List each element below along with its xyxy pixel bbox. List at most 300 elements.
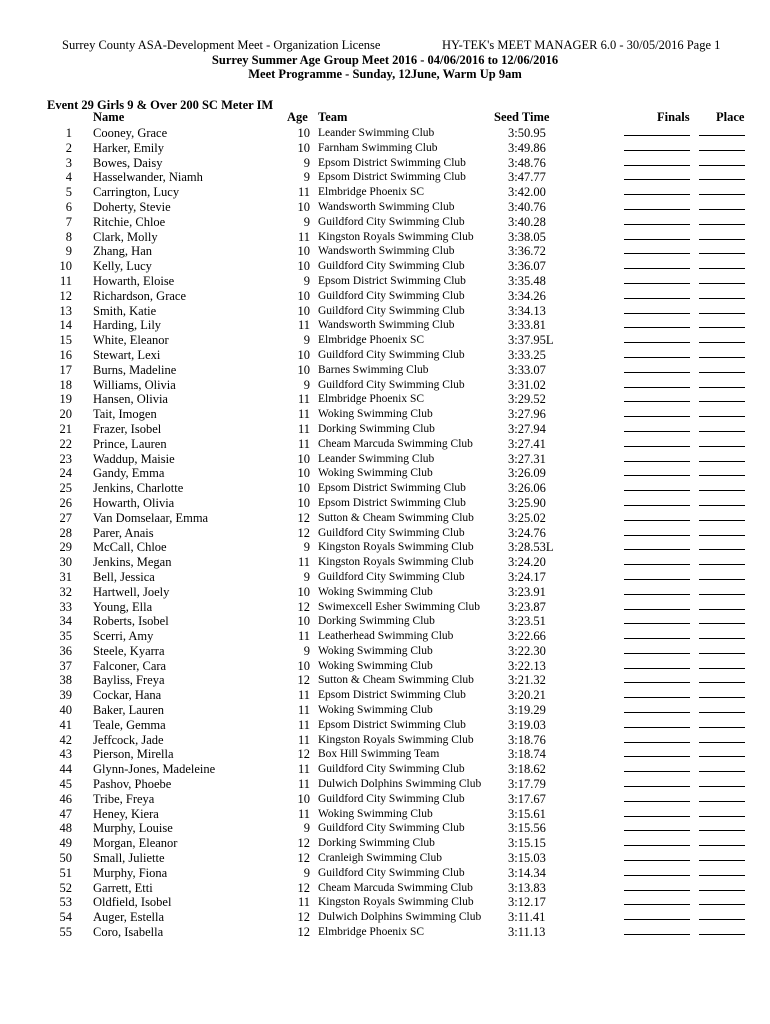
seed-time: 3:37.95L xyxy=(508,333,554,348)
swimmer-age: 12 xyxy=(297,925,310,940)
finals-blank-line xyxy=(624,866,690,876)
team-name: Guildford City Swimming Club xyxy=(318,378,465,391)
swimmer-age: 11 xyxy=(297,717,310,732)
table-row xyxy=(0,333,770,348)
place-blank-line xyxy=(699,910,745,920)
entry-number: 44 xyxy=(59,762,72,777)
swimmer-age: 9 xyxy=(303,273,310,288)
team-name: Dulwich Dolphins Swimming Club xyxy=(318,778,482,791)
swimmer-age: 11 xyxy=(297,732,310,747)
seed-time: 3:26.06 xyxy=(508,481,546,496)
place-blank-line xyxy=(699,437,745,447)
finals-blank-line xyxy=(624,585,690,595)
swimmer-name: Auger, Estella xyxy=(93,910,165,925)
entry-number: 24 xyxy=(59,466,72,481)
team-name: Kingston Royals Swimming Club xyxy=(318,230,474,243)
finals-blank-line xyxy=(624,673,690,683)
finals-blank-line xyxy=(624,511,690,521)
table-row xyxy=(0,215,770,230)
finals-blank-line xyxy=(624,777,690,787)
finals-blank-line xyxy=(624,170,690,180)
team-name: Guildford City Swimming Club xyxy=(318,792,465,805)
column-header-finals: Finals xyxy=(657,110,690,124)
entry-number: 20 xyxy=(59,407,72,422)
swimmer-name: Richardson, Grace xyxy=(93,288,187,303)
team-name: Leander Swimming Club xyxy=(318,452,435,465)
table-row xyxy=(0,230,770,245)
entry-number: 40 xyxy=(59,703,72,718)
swimmer-name: Prince, Lauren xyxy=(93,436,167,451)
seed-time: 3:23.87 xyxy=(508,599,546,614)
place-blank-line xyxy=(699,200,745,210)
entry-number: 42 xyxy=(59,732,72,747)
team-name: Dorking Swimming Club xyxy=(318,837,435,850)
entry-number: 52 xyxy=(59,880,72,895)
place-blank-line xyxy=(699,555,745,565)
table-row xyxy=(0,600,770,615)
team-name: Leatherhead Swimming Club xyxy=(318,630,454,643)
finals-blank-line xyxy=(624,126,690,136)
swimmer-age: 12 xyxy=(297,525,310,540)
seed-time: 3:27.94 xyxy=(508,421,546,436)
finals-blank-line xyxy=(624,185,690,195)
column-header-name: Name xyxy=(93,110,125,124)
seed-time: 3:40.76 xyxy=(508,199,546,214)
table-row xyxy=(0,466,770,481)
place-blank-line xyxy=(699,126,745,136)
table-row xyxy=(0,925,770,940)
team-name: Guildford City Swimming Club xyxy=(318,570,465,583)
place-blank-line xyxy=(699,452,745,462)
table-row xyxy=(0,851,770,866)
swimmer-age: 11 xyxy=(297,229,310,244)
place-blank-line xyxy=(699,156,745,166)
table-row xyxy=(0,659,770,674)
entry-number: 50 xyxy=(59,851,72,866)
swimmer-name: Young, Ella xyxy=(93,599,153,614)
place-blank-line xyxy=(699,481,745,491)
swimmer-age: 11 xyxy=(297,895,310,910)
place-blank-line xyxy=(699,659,745,669)
column-header-team: Team xyxy=(318,110,348,124)
table-row xyxy=(0,289,770,304)
finals-blank-line xyxy=(624,895,690,905)
swimmer-age: 10 xyxy=(297,244,310,259)
seed-time: 3:34.26 xyxy=(508,288,546,303)
entry-number: 26 xyxy=(59,495,72,510)
team-name: Cheam Marcuda Swimming Club xyxy=(318,881,473,894)
swimmer-age: 9 xyxy=(303,377,310,392)
table-row xyxy=(0,673,770,688)
place-blank-line xyxy=(699,777,745,787)
column-header-seed-time: Seed Time xyxy=(494,110,550,124)
swimmer-name: Teale, Gemma xyxy=(93,717,166,732)
seed-time: 3:14.34 xyxy=(508,865,546,880)
swimmer-age: 12 xyxy=(297,851,310,866)
team-name: Leander Swimming Club xyxy=(318,127,435,139)
place-blank-line xyxy=(699,585,745,595)
swimmer-age: 11 xyxy=(297,318,310,333)
place-blank-line xyxy=(699,644,745,654)
seed-time: 3:19.29 xyxy=(508,703,546,718)
swimmer-age: 10 xyxy=(297,481,310,496)
table-row xyxy=(0,511,770,526)
seed-time: 3:49.86 xyxy=(508,140,546,155)
seed-time: 3:50.95 xyxy=(508,126,546,140)
seed-time: 3:48.76 xyxy=(508,155,546,170)
seed-time: 3:38.05 xyxy=(508,229,546,244)
finals-blank-line xyxy=(624,215,690,225)
place-blank-line xyxy=(699,673,745,683)
team-name: Elmbridge Phoenix SC xyxy=(318,393,425,406)
seed-time: 3:27.31 xyxy=(508,451,546,466)
swimmer-name: Tait, Imogen xyxy=(93,407,157,422)
team-name: Woking Swimming Club xyxy=(318,659,433,672)
swimmer-name: Doherty, Stevie xyxy=(93,199,171,214)
team-name: Guildford City Swimming Club xyxy=(318,866,465,879)
seed-time: 3:18.62 xyxy=(508,762,546,777)
place-blank-line xyxy=(699,466,745,476)
finals-blank-line xyxy=(624,318,690,328)
swimmer-name: Kelly, Lucy xyxy=(93,259,152,274)
place-blank-line xyxy=(699,703,745,713)
table-row xyxy=(0,274,770,289)
seed-time: 3:15.03 xyxy=(508,851,546,866)
seed-time: 3:17.79 xyxy=(508,777,546,792)
entry-number: 22 xyxy=(59,436,72,451)
table-row xyxy=(0,170,770,185)
finals-blank-line xyxy=(624,422,690,432)
entry-number: 6 xyxy=(65,199,72,214)
table-row xyxy=(0,881,770,896)
team-name: Epsom District Swimming Club xyxy=(318,156,466,169)
swimmer-age: 11 xyxy=(297,436,310,451)
place-blank-line xyxy=(699,747,745,757)
seed-time: 3:21.32 xyxy=(508,673,546,688)
place-blank-line xyxy=(699,881,745,891)
swimmer-name: Burns, Madeline xyxy=(93,362,177,377)
entry-number: 29 xyxy=(59,540,72,555)
swimmer-age: 11 xyxy=(297,777,310,792)
entry-number: 43 xyxy=(59,747,72,762)
swimmer-name: Howarth, Olivia xyxy=(93,495,175,510)
place-blank-line xyxy=(699,274,745,284)
entry-number: 36 xyxy=(59,643,72,658)
table-row xyxy=(0,318,770,333)
finals-blank-line xyxy=(624,925,690,935)
place-blank-line xyxy=(699,318,745,328)
table-row xyxy=(0,733,770,748)
place-blank-line xyxy=(699,244,745,254)
seed-time: 3:33.25 xyxy=(508,347,546,362)
swimmer-age: 11 xyxy=(297,185,310,200)
swimmer-name: Frazer, Isobel xyxy=(93,421,162,436)
seed-time: 3:15.15 xyxy=(508,836,546,851)
entry-number: 47 xyxy=(59,806,72,821)
table-row xyxy=(0,629,770,644)
team-name: Kingston Royals Swimming Club xyxy=(318,556,474,569)
place-blank-line xyxy=(699,363,745,373)
entry-number: 5 xyxy=(65,185,72,200)
swimmer-name: Falconer, Cara xyxy=(93,658,167,673)
team-name: Wandsworth Swimming Club xyxy=(318,319,455,332)
team-name: Epsom District Swimming Club xyxy=(318,482,466,495)
entry-number: 46 xyxy=(59,791,72,806)
team-name: Epsom District Swimming Club xyxy=(318,718,466,731)
seed-time: 3:19.03 xyxy=(508,717,546,732)
entry-number: 25 xyxy=(59,481,72,496)
swimmer-age: 11 xyxy=(297,703,310,718)
swimmer-age: 10 xyxy=(297,259,310,274)
entry-number: 37 xyxy=(59,658,72,673)
finals-blank-line xyxy=(624,747,690,757)
team-name: Woking Swimming Club xyxy=(318,644,433,657)
swimmer-age: 9 xyxy=(303,865,310,880)
entry-number: 2 xyxy=(65,140,72,155)
place-blank-line xyxy=(699,215,745,225)
place-blank-line xyxy=(699,540,745,550)
finals-blank-line xyxy=(624,378,690,388)
seed-time: 3:13.83 xyxy=(508,880,546,895)
entry-number: 17 xyxy=(59,362,72,377)
team-name: Guildford City Swimming Club xyxy=(318,526,465,539)
finals-blank-line xyxy=(624,496,690,506)
license-header: Surrey County ASA-Development Meet - Organization License xyxy=(62,38,381,52)
swimmer-age: 10 xyxy=(297,362,310,377)
swimmer-name: Gandy, Emma xyxy=(93,466,165,481)
table-row xyxy=(0,570,770,585)
finals-blank-line xyxy=(624,688,690,698)
team-name: Woking Swimming Club xyxy=(318,408,433,421)
swimmer-age: 12 xyxy=(297,880,310,895)
team-name: Sutton & Cheam Swimming Club xyxy=(318,674,474,687)
swimmer-age: 10 xyxy=(297,791,310,806)
swimmer-name: Pashov, Phoebe xyxy=(93,777,172,792)
finals-blank-line xyxy=(624,289,690,299)
seed-time: 3:18.76 xyxy=(508,732,546,747)
swimmer-name: Garrett, Etti xyxy=(93,880,153,895)
place-blank-line xyxy=(699,378,745,388)
column-header-age: Age xyxy=(287,110,308,124)
seed-time: 3:24.17 xyxy=(508,569,546,584)
table-row xyxy=(0,718,770,733)
finals-blank-line xyxy=(624,540,690,550)
seed-time: 3:42.00 xyxy=(508,185,546,200)
finals-blank-line xyxy=(624,407,690,417)
swimmer-name: Waddup, Maisie xyxy=(93,451,175,466)
table-row xyxy=(0,614,770,629)
entry-number: 41 xyxy=(59,717,72,732)
event-heading: Event 29 Girls 9 & Over 200 SC Meter IM xyxy=(47,98,274,112)
finals-blank-line xyxy=(624,600,690,610)
finals-blank-line xyxy=(624,807,690,817)
finals-blank-line xyxy=(624,659,690,669)
swimmer-name: Hasselwander, Niamh xyxy=(93,170,203,185)
table-row xyxy=(0,363,770,378)
swimmer-age: 11 xyxy=(297,806,310,821)
entry-number: 15 xyxy=(59,333,72,348)
place-blank-line xyxy=(699,600,745,610)
table-row xyxy=(0,496,770,511)
place-blank-line xyxy=(699,141,745,151)
seed-time: 3:25.02 xyxy=(508,510,546,525)
place-blank-line xyxy=(699,895,745,905)
swimmer-name: Carrington, Lucy xyxy=(93,185,180,200)
seed-time: 3:47.77 xyxy=(508,170,546,185)
swimmer-age: 12 xyxy=(297,836,310,851)
team-name: Woking Swimming Club xyxy=(318,467,433,480)
team-name: Epsom District Swimming Club xyxy=(318,496,466,509)
seed-time: 3:36.07 xyxy=(508,259,546,274)
finals-blank-line xyxy=(624,851,690,861)
table-row xyxy=(0,555,770,570)
entry-number: 34 xyxy=(59,614,72,629)
swimmer-age: 9 xyxy=(303,333,310,348)
team-name: Dorking Swimming Club xyxy=(318,615,435,628)
table-row xyxy=(0,259,770,274)
swimmer-name: Van Domselaar, Emma xyxy=(93,510,209,525)
swimmer-age: 10 xyxy=(297,614,310,629)
swimmer-name: Scerri, Amy xyxy=(93,629,154,644)
place-blank-line xyxy=(699,407,745,417)
entry-number: 12 xyxy=(59,288,72,303)
place-blank-line xyxy=(699,392,745,402)
team-name: Guildford City Swimming Club xyxy=(318,348,465,361)
seed-time: 3:36.72 xyxy=(508,244,546,259)
swimmer-age: 12 xyxy=(297,747,310,762)
swimmer-name: Parer, Anais xyxy=(93,525,154,540)
entry-number: 28 xyxy=(59,525,72,540)
finals-blank-line xyxy=(624,452,690,462)
table-row xyxy=(0,777,770,792)
table-row xyxy=(0,585,770,600)
swimmer-age: 9 xyxy=(303,540,310,555)
table-row xyxy=(0,866,770,881)
place-blank-line xyxy=(699,333,745,343)
team-name: Guildford City Swimming Club xyxy=(318,289,465,302)
table-row xyxy=(0,304,770,319)
swimmer-name: Hansen, Olivia xyxy=(93,392,168,407)
entry-number: 49 xyxy=(59,836,72,851)
swimmer-age: 10 xyxy=(297,658,310,673)
team-name: Kingston Royals Swimming Club xyxy=(318,896,474,909)
table-row xyxy=(0,792,770,807)
swimmer-age: 12 xyxy=(297,910,310,925)
finals-blank-line xyxy=(624,392,690,402)
entry-number: 1 xyxy=(65,126,72,140)
swimmer-name: Tribe, Freya xyxy=(93,791,155,806)
seed-time: 3:24.20 xyxy=(508,555,546,570)
team-name: Epsom District Swimming Club xyxy=(318,689,466,702)
swimmer-age: 9 xyxy=(303,643,310,658)
table-row xyxy=(0,836,770,851)
column-header-place: Place xyxy=(716,110,745,124)
team-name: Kingston Royals Swimming Club xyxy=(318,733,474,746)
table-row xyxy=(0,437,770,452)
seed-time: 3:31.02 xyxy=(508,377,546,392)
swimmer-age: 10 xyxy=(297,303,310,318)
place-blank-line xyxy=(699,348,745,358)
team-name: Box Hill Swimming Team xyxy=(318,748,440,761)
finals-blank-line xyxy=(624,836,690,846)
table-row xyxy=(0,407,770,422)
entry-number: 51 xyxy=(59,865,72,880)
entry-number: 14 xyxy=(59,318,72,333)
swimmer-name: Murphy, Fiona xyxy=(93,865,168,880)
seed-time: 3:34.13 xyxy=(508,303,546,318)
entry-number: 32 xyxy=(59,584,72,599)
place-blank-line xyxy=(699,526,745,536)
table-row xyxy=(0,141,770,156)
swimmer-name: Harker, Emily xyxy=(93,140,165,155)
swimmer-name: Zhang, Han xyxy=(93,244,153,259)
place-blank-line xyxy=(699,259,745,269)
swimmer-age: 11 xyxy=(297,762,310,777)
seed-time: 3:23.51 xyxy=(508,614,546,629)
finals-blank-line xyxy=(624,259,690,269)
finals-blank-line xyxy=(624,304,690,314)
swimmer-name: Cooney, Grace xyxy=(93,126,168,140)
place-blank-line xyxy=(699,836,745,846)
finals-blank-line xyxy=(624,614,690,624)
entry-number: 13 xyxy=(59,303,72,318)
entry-number: 21 xyxy=(59,421,72,436)
seed-time: 3:24.76 xyxy=(508,525,546,540)
team-name: Epsom District Swimming Club xyxy=(318,171,466,184)
swimmer-name: Murphy, Louise xyxy=(93,821,173,836)
table-row xyxy=(0,200,770,215)
swimmer-age: 10 xyxy=(297,495,310,510)
table-row xyxy=(0,526,770,541)
table-row xyxy=(0,452,770,467)
swimmer-name: Jenkins, Charlotte xyxy=(93,481,184,496)
team-name: Elmbridge Phoenix SC xyxy=(318,926,425,939)
swimmer-age: 10 xyxy=(297,584,310,599)
finals-blank-line xyxy=(624,244,690,254)
swimmer-age: 9 xyxy=(303,569,310,584)
swimmer-name: White, Eleanor xyxy=(93,333,169,348)
table-row xyxy=(0,910,770,925)
team-name: Dorking Swimming Club xyxy=(318,422,435,435)
swimmer-age: 12 xyxy=(297,673,310,688)
finals-blank-line xyxy=(624,629,690,639)
finals-blank-line xyxy=(624,333,690,343)
entry-number: 8 xyxy=(65,229,72,244)
finals-blank-line xyxy=(624,910,690,920)
finals-blank-line xyxy=(624,644,690,654)
swimmer-age: 11 xyxy=(297,629,310,644)
table-row xyxy=(0,821,770,836)
finals-blank-line xyxy=(624,437,690,447)
entry-number: 45 xyxy=(59,777,72,792)
place-blank-line xyxy=(699,925,745,935)
entry-number: 55 xyxy=(59,925,72,940)
entry-number: 35 xyxy=(59,629,72,644)
entry-number: 39 xyxy=(59,688,72,703)
entry-number: 33 xyxy=(59,599,72,614)
seed-time: 3:28.53L xyxy=(508,540,554,555)
swimmer-age: 11 xyxy=(297,392,310,407)
team-name: Woking Swimming Club xyxy=(318,704,433,717)
entry-number: 38 xyxy=(59,673,72,688)
swimmer-name: Small, Juliette xyxy=(93,851,165,866)
finals-blank-line xyxy=(624,200,690,210)
team-name: Woking Swimming Club xyxy=(318,807,433,820)
team-name: Kingston Royals Swimming Club xyxy=(318,541,474,554)
table-row xyxy=(0,747,770,762)
table-row xyxy=(0,348,770,363)
team-name: Elmbridge Phoenix SC xyxy=(318,334,425,347)
